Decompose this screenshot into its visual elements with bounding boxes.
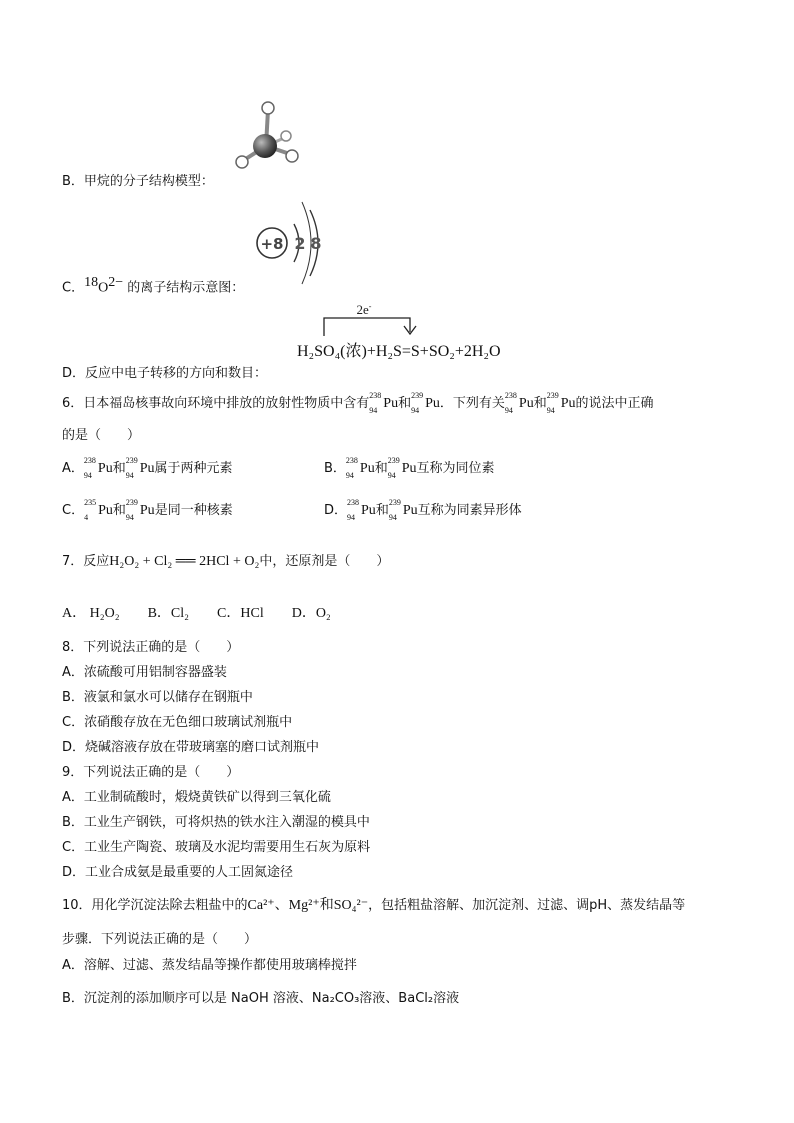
question-8-option-a: A．浓硫酸可用铝制容器盛装: [62, 665, 227, 680]
question-10-option-a: A．溶解、过滤、蒸发结晶等操作都使用玻璃棒搅拌: [62, 958, 357, 973]
question-8-option-d: D．烧碱溶液存放在带玻璃塞的磨口试剂瓶中: [62, 740, 320, 755]
redox-equation: H₂SO₄(浓)+H₂S=S+SO₂+2H₂O: [297, 343, 501, 360]
ion-shell-2: 8: [310, 234, 322, 253]
question-8-option-c: C．浓硝酸存放在无色细口玻璃试剂瓶中: [62, 715, 293, 730]
electron-transfer-arrow: [318, 302, 428, 338]
question-10-stem-line2: 步骤．下列说法正确的是（ ）: [62, 932, 258, 947]
methane-model-image: [232, 98, 302, 176]
question-9-option-a: A．工业制硫酸时，煅烧黄铁矿以得到三氧化硫: [62, 790, 331, 805]
ion-nucleus-label: +8: [260, 235, 284, 253]
question-10-option-b: B．沉淀剂的添加顺序可以是 NaOH 溶液、Na₂CO₃溶液、BaCl₂溶液: [62, 991, 460, 1006]
question-9-option-c: C．工业生产陶瓷、玻璃及水泥均需要用生石灰为原料: [62, 840, 371, 855]
oxygen-ion-diagram: [250, 196, 330, 288]
question-10-stem: 10．用化学沉淀法除去粗盐中的Ca²⁺、Mg²⁺和SO₄²⁻，包括粗盐溶解、加沉淀剂、过滤、调pH、蒸发结晶等: [62, 898, 686, 913]
svg-text:2e-: 2e-: [356, 302, 372, 317]
question-9-option-b: B．工业生产钢铁，可将炽热的铁水注入潮湿的模具中: [62, 815, 370, 830]
question-6-stem: 6．日本福岛核事故向环境中排放的放射性物质中含有 238 94 Pu和 239 94 Pu．下列有关 238 94 Pu和 239 94 Pu的说法中正确: [62, 391, 654, 415]
question-6-option-b: B． 238 94 Pu和 239 94 Pu互称为同位素: [324, 456, 495, 480]
option-c-ion: C．18O2− 的离子结构示意图：: [62, 275, 245, 296]
question-9-stem: 9．下列说法正确的是（ ）: [62, 765, 240, 780]
question-6-option-a: A． 238 94 Pu和 239 94 Pu属于两种元素: [62, 456, 233, 480]
question-8-stem: 8．下列说法正确的是（ ）: [62, 640, 240, 655]
option-b-methane: B．甲烷的分子结构模型：: [62, 174, 214, 189]
question-7-stem: 7．反应H₂O₂ + Cl₂ ══ 2HCl + O₂中，还原剂是（ ）: [62, 554, 390, 569]
ion-shell-1: 2: [294, 234, 306, 253]
question-6-option-c: C． 235 4 Pu和 239 94 Pu是同一种核素: [62, 498, 233, 522]
question-7-options: A． H₂O₂ B．Cl₂ C．HCl D．O₂: [62, 606, 331, 621]
question-8-option-b: B．液氯和氯水可以储存在钢瓶中: [62, 690, 253, 705]
question-9-option-d: D．工业合成氨是最重要的人工固氮途径: [62, 865, 294, 880]
option-d-electron: D．反应中电子转移的方向和数目：: [62, 366, 268, 381]
question-6-option-d: D． 238 94 Pu和 239 94 Pu互称为同素异形体: [324, 498, 522, 522]
question-6-stem-line2: 的是（ ）: [62, 428, 141, 443]
